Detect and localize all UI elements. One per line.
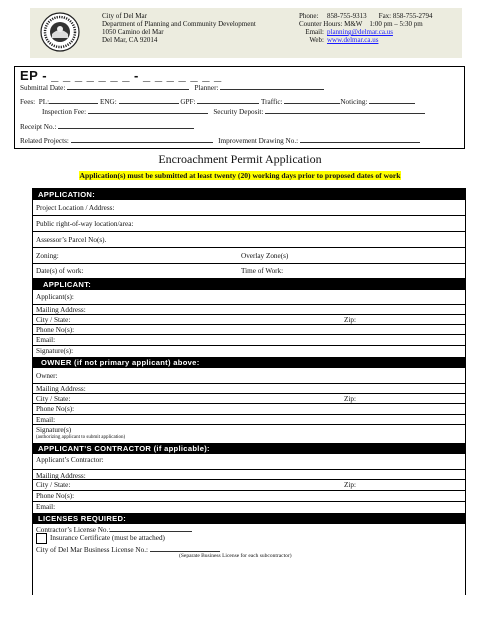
phone-label: Phone: [299, 12, 319, 20]
page-title: Encroachment Permit Application [158, 152, 322, 166]
applicants-field[interactable] [33, 290, 465, 305]
project-location-label: Project Location / Address: [36, 204, 115, 212]
contractor-label: Applicant’s Contractor: [36, 456, 104, 464]
owner-zip-label: Zip: [344, 395, 356, 403]
applicant-signature-label: Signature(s): [36, 347, 74, 355]
owner-city-row[interactable] [33, 394, 465, 404]
fees-row [20, 97, 415, 106]
contractor-email-field[interactable] [33, 502, 465, 513]
fax-label: Fax: [378, 12, 392, 20]
hours-time: 1:00 pm – 5:30 pm [369, 20, 423, 28]
section-owner: OWNER (if not primary applicant) above: [33, 357, 465, 368]
eng-field[interactable] [119, 97, 179, 104]
applicant-mailing-label: Mailing Address: [36, 306, 86, 314]
section-licenses: LICENSES REQUIRED: [33, 513, 465, 524]
contractor-field[interactable] [33, 454, 465, 470]
email-link[interactable]: planning@delmar.ca.us [327, 28, 393, 36]
gpf-field[interactable] [197, 97, 259, 104]
city-seal-icon [40, 12, 80, 52]
owner-email-field[interactable] [33, 415, 465, 425]
inspection-fee-label: Inspection Fee: [42, 108, 87, 116]
fax-value: 858-755-2794 [392, 12, 433, 20]
gpf-label: GPF: [180, 98, 196, 106]
pl-label: PL: [38, 98, 50, 106]
city-state-zip: Del Mar, CA 92014 [102, 36, 158, 44]
planner-label: Planner: [194, 84, 219, 92]
contractor-mailing-label: Mailing Address: [36, 472, 86, 480]
related-projects-label: Related Projects: [20, 137, 69, 145]
department-address [102, 12, 256, 44]
section-contractor: APPLICANT’S CONTRACTOR (if applicable): [33, 443, 465, 454]
related-row [20, 136, 420, 145]
noticing-field[interactable] [369, 97, 415, 104]
owner-signature-label: Signature(s) [36, 426, 72, 434]
web-label: Web: [309, 36, 324, 44]
improvement-drawing-field[interactable] [300, 136, 420, 143]
pl-field[interactable] [49, 97, 98, 104]
street-address: 1050 Camino del Mar [102, 28, 164, 36]
applicant-email-label: Email: [36, 336, 56, 344]
licenses-right-border [465, 558, 466, 595]
business-license-label: City of Del Mar Business License No.: [36, 546, 148, 554]
applicant-mailing-field[interactable] [33, 305, 465, 315]
web-link[interactable]: www.delmar.ca.us [327, 36, 379, 44]
owner-signature-note: (authorizing applicant to submit application) [36, 435, 126, 440]
owner-phone-label: Phone No(s): [36, 405, 75, 413]
security-deposit-field[interactable] [265, 107, 425, 114]
project-location-field[interactable] [33, 200, 465, 216]
owner-signature-field[interactable] [33, 425, 465, 443]
contact-info [299, 12, 433, 44]
applicants-label: Applicant(s): [36, 293, 74, 301]
security-deposit-label: Security Deposit: [213, 108, 264, 116]
hours-label: Counter Hours: [299, 20, 343, 28]
owner-phone-field[interactable] [33, 404, 465, 415]
receipt-row [20, 122, 194, 131]
applicant-zip-label: Zip: [344, 316, 356, 324]
apn-label: Assessor’s Parcel No(s). [36, 236, 107, 244]
contractor-phone-field[interactable] [33, 491, 465, 502]
traffic-label: Traffic: [260, 98, 283, 106]
application-form [32, 188, 466, 561]
owner-field[interactable] [33, 368, 465, 384]
owner-email-label: Email: [36, 416, 56, 424]
contractor-email-label: Email: [36, 503, 56, 511]
inspection-fee-field[interactable] [88, 107, 208, 114]
business-license-note: (Separate Business License for each subcontractor) [179, 553, 292, 559]
dates-label: Date(s) of work: [36, 267, 84, 275]
owner-mailing-field[interactable] [33, 384, 465, 394]
receipt-no-label: Receipt No.: [20, 123, 57, 131]
eng-label: ENG: [99, 98, 117, 106]
applicant-city-label: City / State: [36, 316, 71, 324]
applicant-city-row[interactable] [33, 315, 465, 325]
related-projects-field[interactable] [71, 136, 213, 143]
contractor-city-row[interactable] [33, 480, 465, 491]
zoning-label: Zoning: [36, 252, 59, 260]
submittal-date-label: Submittal Date: [20, 84, 66, 92]
zoning-row[interactable] [33, 248, 465, 264]
city-name: City of Del Mar [102, 12, 147, 20]
ep-number: EP - _ _ _ _ _ _ _ - _ _ _ _ _ _ _ [20, 68, 222, 83]
submittal-row [20, 83, 324, 92]
owner-city-label: City / State: [36, 395, 71, 403]
applicant-email-field[interactable] [33, 335, 465, 346]
receipt-no-field[interactable] [58, 122, 194, 129]
submittal-date-field[interactable] [67, 83, 189, 90]
applicant-signature-field[interactable] [33, 346, 465, 357]
owner-mailing-label: Mailing Address: [36, 385, 86, 393]
insurance-row[interactable] [36, 533, 165, 544]
inspection-row [42, 107, 425, 116]
notice-banner [0, 171, 480, 180]
insurance-label: Insurance Certificate (must be attached) [50, 534, 165, 543]
contractor-mailing-field[interactable] [33, 470, 465, 480]
fees-label: Fees: [20, 98, 36, 106]
time-label: Time of Work: [241, 267, 284, 275]
contractor-city-label: City / State: [36, 481, 71, 489]
owner-label: Owner: [36, 372, 58, 380]
section-applicant: APPLICANT: [33, 279, 465, 290]
traffic-field[interactable] [284, 97, 340, 104]
business-license-field[interactable] [150, 545, 220, 552]
apn-field[interactable] [33, 232, 465, 248]
public-row-field[interactable] [33, 216, 465, 232]
public-row-label: Public right-of-way location/area: [36, 220, 134, 228]
planner-field[interactable] [220, 83, 324, 90]
applicant-phone-field[interactable] [33, 325, 465, 335]
notice-text: Application(s) must be submitted at least twenty (20) working days prior to proposed dates of work [79, 171, 401, 180]
phone-value: 858-755-9313 [327, 12, 367, 20]
contractor-license-field[interactable] [110, 525, 192, 532]
section-application: APPLICATION: [33, 189, 465, 200]
noticing-label: Noticing: [340, 98, 368, 106]
hours-days: M&W [344, 20, 363, 28]
licenses-left-border [32, 558, 33, 595]
dates-row[interactable] [33, 264, 465, 279]
licenses-block [33, 524, 465, 561]
contractor-zip-label: Zip: [344, 481, 356, 489]
contractor-license-label: Contractor’s License No.: [36, 526, 111, 534]
email-label: Email: [305, 28, 324, 36]
improvement-drawing-label: Improvement Drawing No.: [218, 137, 299, 145]
insurance-checkbox[interactable] [36, 533, 47, 544]
contractor-phone-label: Phone No(s): [36, 492, 75, 500]
department-name: Department of Planning and Community Development [102, 20, 256, 28]
overlay-label: Overlay Zone(s) [241, 252, 289, 260]
applicant-phone-label: Phone No(s): [36, 326, 75, 334]
